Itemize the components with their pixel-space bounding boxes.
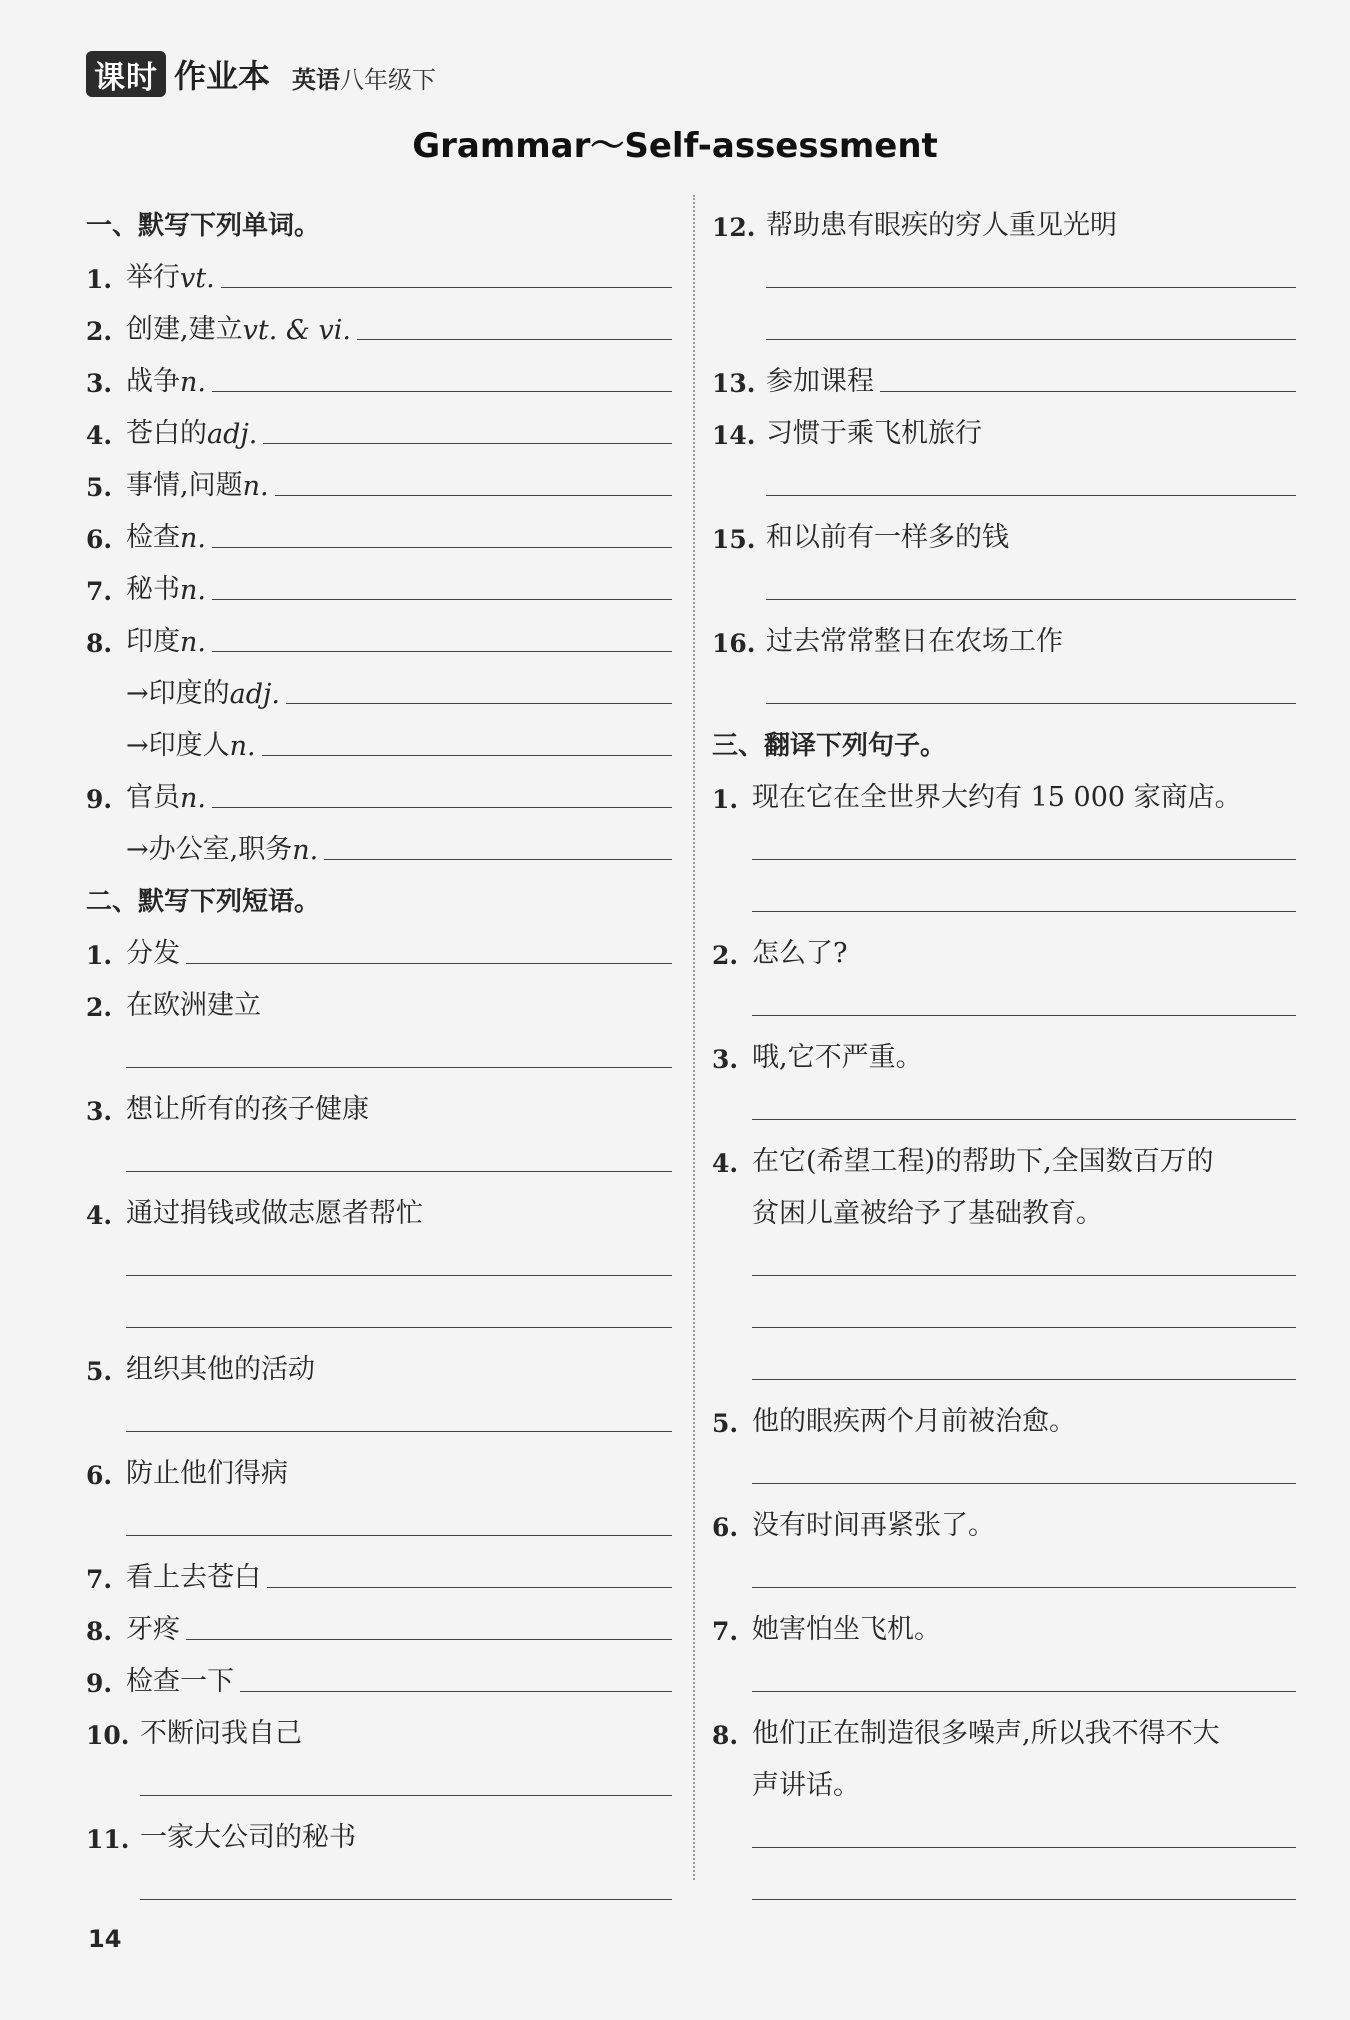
- word-item: →印度人 n.: [86, 710, 672, 762]
- word-item: →印度的 adj.: [86, 658, 672, 710]
- answer-row: [712, 866, 1296, 918]
- word-item: 7. 秘书 n.: [86, 554, 672, 606]
- answer-line[interactable]: [752, 1690, 1296, 1692]
- answer-line[interactable]: [212, 598, 672, 600]
- answer-line[interactable]: [752, 1378, 1296, 1380]
- answer-line[interactable]: [186, 962, 672, 964]
- answer-line[interactable]: [752, 1118, 1296, 1120]
- answer-row: [712, 1230, 1296, 1282]
- answer-line[interactable]: [275, 494, 672, 496]
- phrase-item: 7. 看上去苍白: [86, 1542, 672, 1594]
- sentence-continuation: 贫困儿童被给予了基础教育。: [752, 1198, 1103, 1229]
- word-item: 8. 印度 n.: [86, 606, 672, 658]
- answer-line[interactable]: [140, 1794, 672, 1796]
- word-item: →办公室,职务 n.: [86, 814, 672, 866]
- answer-row: [86, 1126, 672, 1178]
- answer-row: [86, 1022, 672, 1074]
- answer-line[interactable]: [752, 1014, 1296, 1016]
- sentence-item: 2. 怎么了?: [712, 938, 848, 970]
- section-heading-sentences: 三、翻译下列句子。: [712, 731, 947, 761]
- left-column: [86, 190, 672, 1906]
- phrase-item: 13. 参加课程: [712, 346, 1296, 398]
- answer-line[interactable]: [766, 286, 1296, 288]
- answer-line[interactable]: [240, 1690, 672, 1692]
- answer-line[interactable]: [126, 1326, 672, 1328]
- answer-line[interactable]: [752, 1274, 1296, 1276]
- page-title: Grammar～Self-assessment: [412, 126, 938, 166]
- subject-label: 英语: [292, 65, 341, 94]
- answer-line[interactable]: [752, 910, 1296, 912]
- answer-line[interactable]: [752, 1326, 1296, 1328]
- sentence-item: 1. 现在它在全世界大约有 15 000 家商店。: [712, 782, 1242, 814]
- sentence-item: 4. 在它(希望工程)的帮助下,全国数百万的: [712, 1146, 1214, 1178]
- answer-line[interactable]: [286, 702, 672, 704]
- page-number: 14: [88, 1925, 122, 1953]
- header: [86, 50, 436, 98]
- phrase-item: 14. 习惯于乘飞机旅行: [712, 418, 982, 450]
- brand-name: 作业本: [174, 57, 271, 95]
- phrase-item: 1. 分发: [86, 918, 672, 970]
- answer-line[interactable]: [766, 338, 1296, 340]
- answer-row: [712, 1282, 1296, 1334]
- answer-row: [86, 1282, 672, 1334]
- answer-line[interactable]: [140, 1898, 672, 1900]
- word-item: 3. 战争 n.: [86, 346, 672, 398]
- answer-row: [712, 970, 1296, 1022]
- answer-line[interactable]: [262, 754, 672, 756]
- answer-line[interactable]: [267, 1586, 672, 1588]
- answer-line[interactable]: [212, 546, 672, 548]
- answer-row: [86, 1490, 672, 1542]
- phrase-item: 10. 不断问我自己: [86, 1718, 302, 1750]
- answer-row: [712, 450, 1296, 502]
- phrase-item: 3. 想让所有的孩子健康: [86, 1094, 369, 1126]
- phrase-item: 2. 在欧洲建立: [86, 990, 261, 1022]
- word-item: 2. 创建,建立 vt. & vi.: [86, 294, 672, 346]
- answer-row: [712, 1854, 1296, 1906]
- word-item: 5. 事情,问题 n.: [86, 450, 672, 502]
- answer-row: [712, 242, 1296, 294]
- answer-line[interactable]: [880, 390, 1296, 392]
- answer-line[interactable]: [752, 1482, 1296, 1484]
- answer-line[interactable]: [752, 1586, 1296, 1588]
- answer-line[interactable]: [126, 1534, 672, 1536]
- answer-row: [712, 1074, 1296, 1126]
- answer-line[interactable]: [263, 442, 672, 444]
- answer-line[interactable]: [766, 598, 1296, 600]
- word-item: 9. 官员 n.: [86, 762, 672, 814]
- answer-row: [712, 658, 1296, 710]
- right-column: [712, 190, 1296, 1906]
- answer-line[interactable]: [221, 286, 672, 288]
- answer-row: [712, 1646, 1296, 1698]
- answer-row: [712, 1542, 1296, 1594]
- answer-row: [86, 1750, 672, 1802]
- answer-line[interactable]: [752, 1898, 1296, 1900]
- answer-line[interactable]: [126, 1430, 672, 1432]
- phrase-item: 15. 和以前有一样多的钱: [712, 522, 1009, 554]
- section-heading-words: 一、默写下列单词。: [86, 211, 321, 241]
- answer-line[interactable]: [212, 650, 672, 652]
- answer-line[interactable]: [126, 1274, 672, 1276]
- word-item: 1. 举行 vt.: [86, 242, 672, 294]
- answer-row: [712, 554, 1296, 606]
- answer-line[interactable]: [752, 1846, 1296, 1848]
- answer-line[interactable]: [766, 494, 1296, 496]
- answer-line[interactable]: [324, 858, 672, 860]
- answer-line[interactable]: [752, 858, 1296, 860]
- phrase-item: 9. 检查一下: [86, 1646, 672, 1698]
- answer-line[interactable]: [212, 806, 672, 808]
- phrase-item: 16. 过去常常整日在农场工作: [712, 626, 1063, 658]
- sentence-item: 8. 他们正在制造很多噪声,所以我不得不大: [712, 1718, 1220, 1750]
- phrase-item: 12. 帮助患有眼疾的穷人重见光明: [712, 210, 1117, 242]
- answer-line[interactable]: [212, 390, 672, 392]
- answer-line[interactable]: [126, 1066, 672, 1068]
- answer-line[interactable]: [357, 338, 672, 340]
- answer-row: [712, 814, 1296, 866]
- sentence-continuation: 声讲话。: [752, 1770, 860, 1801]
- answer-line[interactable]: [766, 702, 1296, 704]
- phrase-item: 11. 一家大公司的秘书: [86, 1822, 356, 1854]
- answer-row: [86, 1854, 672, 1906]
- sentence-item: 3. 哦,它不严重。: [712, 1042, 923, 1074]
- word-item: 6. 检查 n.: [86, 502, 672, 554]
- phrase-item: 6. 防止他们得病: [86, 1458, 288, 1490]
- phrase-item: 8. 牙疼: [86, 1594, 672, 1646]
- sentence-item: 7. 她害怕坐飞机。: [712, 1614, 941, 1646]
- section-heading-phrases: 二、默写下列短语。: [86, 887, 321, 917]
- brand-logo: 课时: [86, 51, 166, 97]
- phrase-item: 4. 通过捐钱或做志愿者帮忙: [86, 1198, 423, 1230]
- answer-row: [712, 1334, 1296, 1386]
- answer-line[interactable]: [126, 1170, 672, 1172]
- sentence-item: 6. 没有时间再紧张了。: [712, 1510, 995, 1542]
- answer-line[interactable]: [186, 1638, 672, 1640]
- answer-row: [86, 1386, 672, 1438]
- answer-row: [712, 1438, 1296, 1490]
- column-divider: [693, 195, 695, 1880]
- answer-row: [712, 294, 1296, 346]
- answer-row: [86, 1230, 672, 1282]
- grade-label: 八年级下: [340, 65, 437, 94]
- word-item: 4. 苍白的 adj.: [86, 398, 672, 450]
- phrase-item: 5. 组织其他的活动: [86, 1354, 315, 1386]
- sentence-item: 5. 他的眼疾两个月前被治愈。: [712, 1406, 1076, 1438]
- answer-row: [712, 1802, 1296, 1854]
